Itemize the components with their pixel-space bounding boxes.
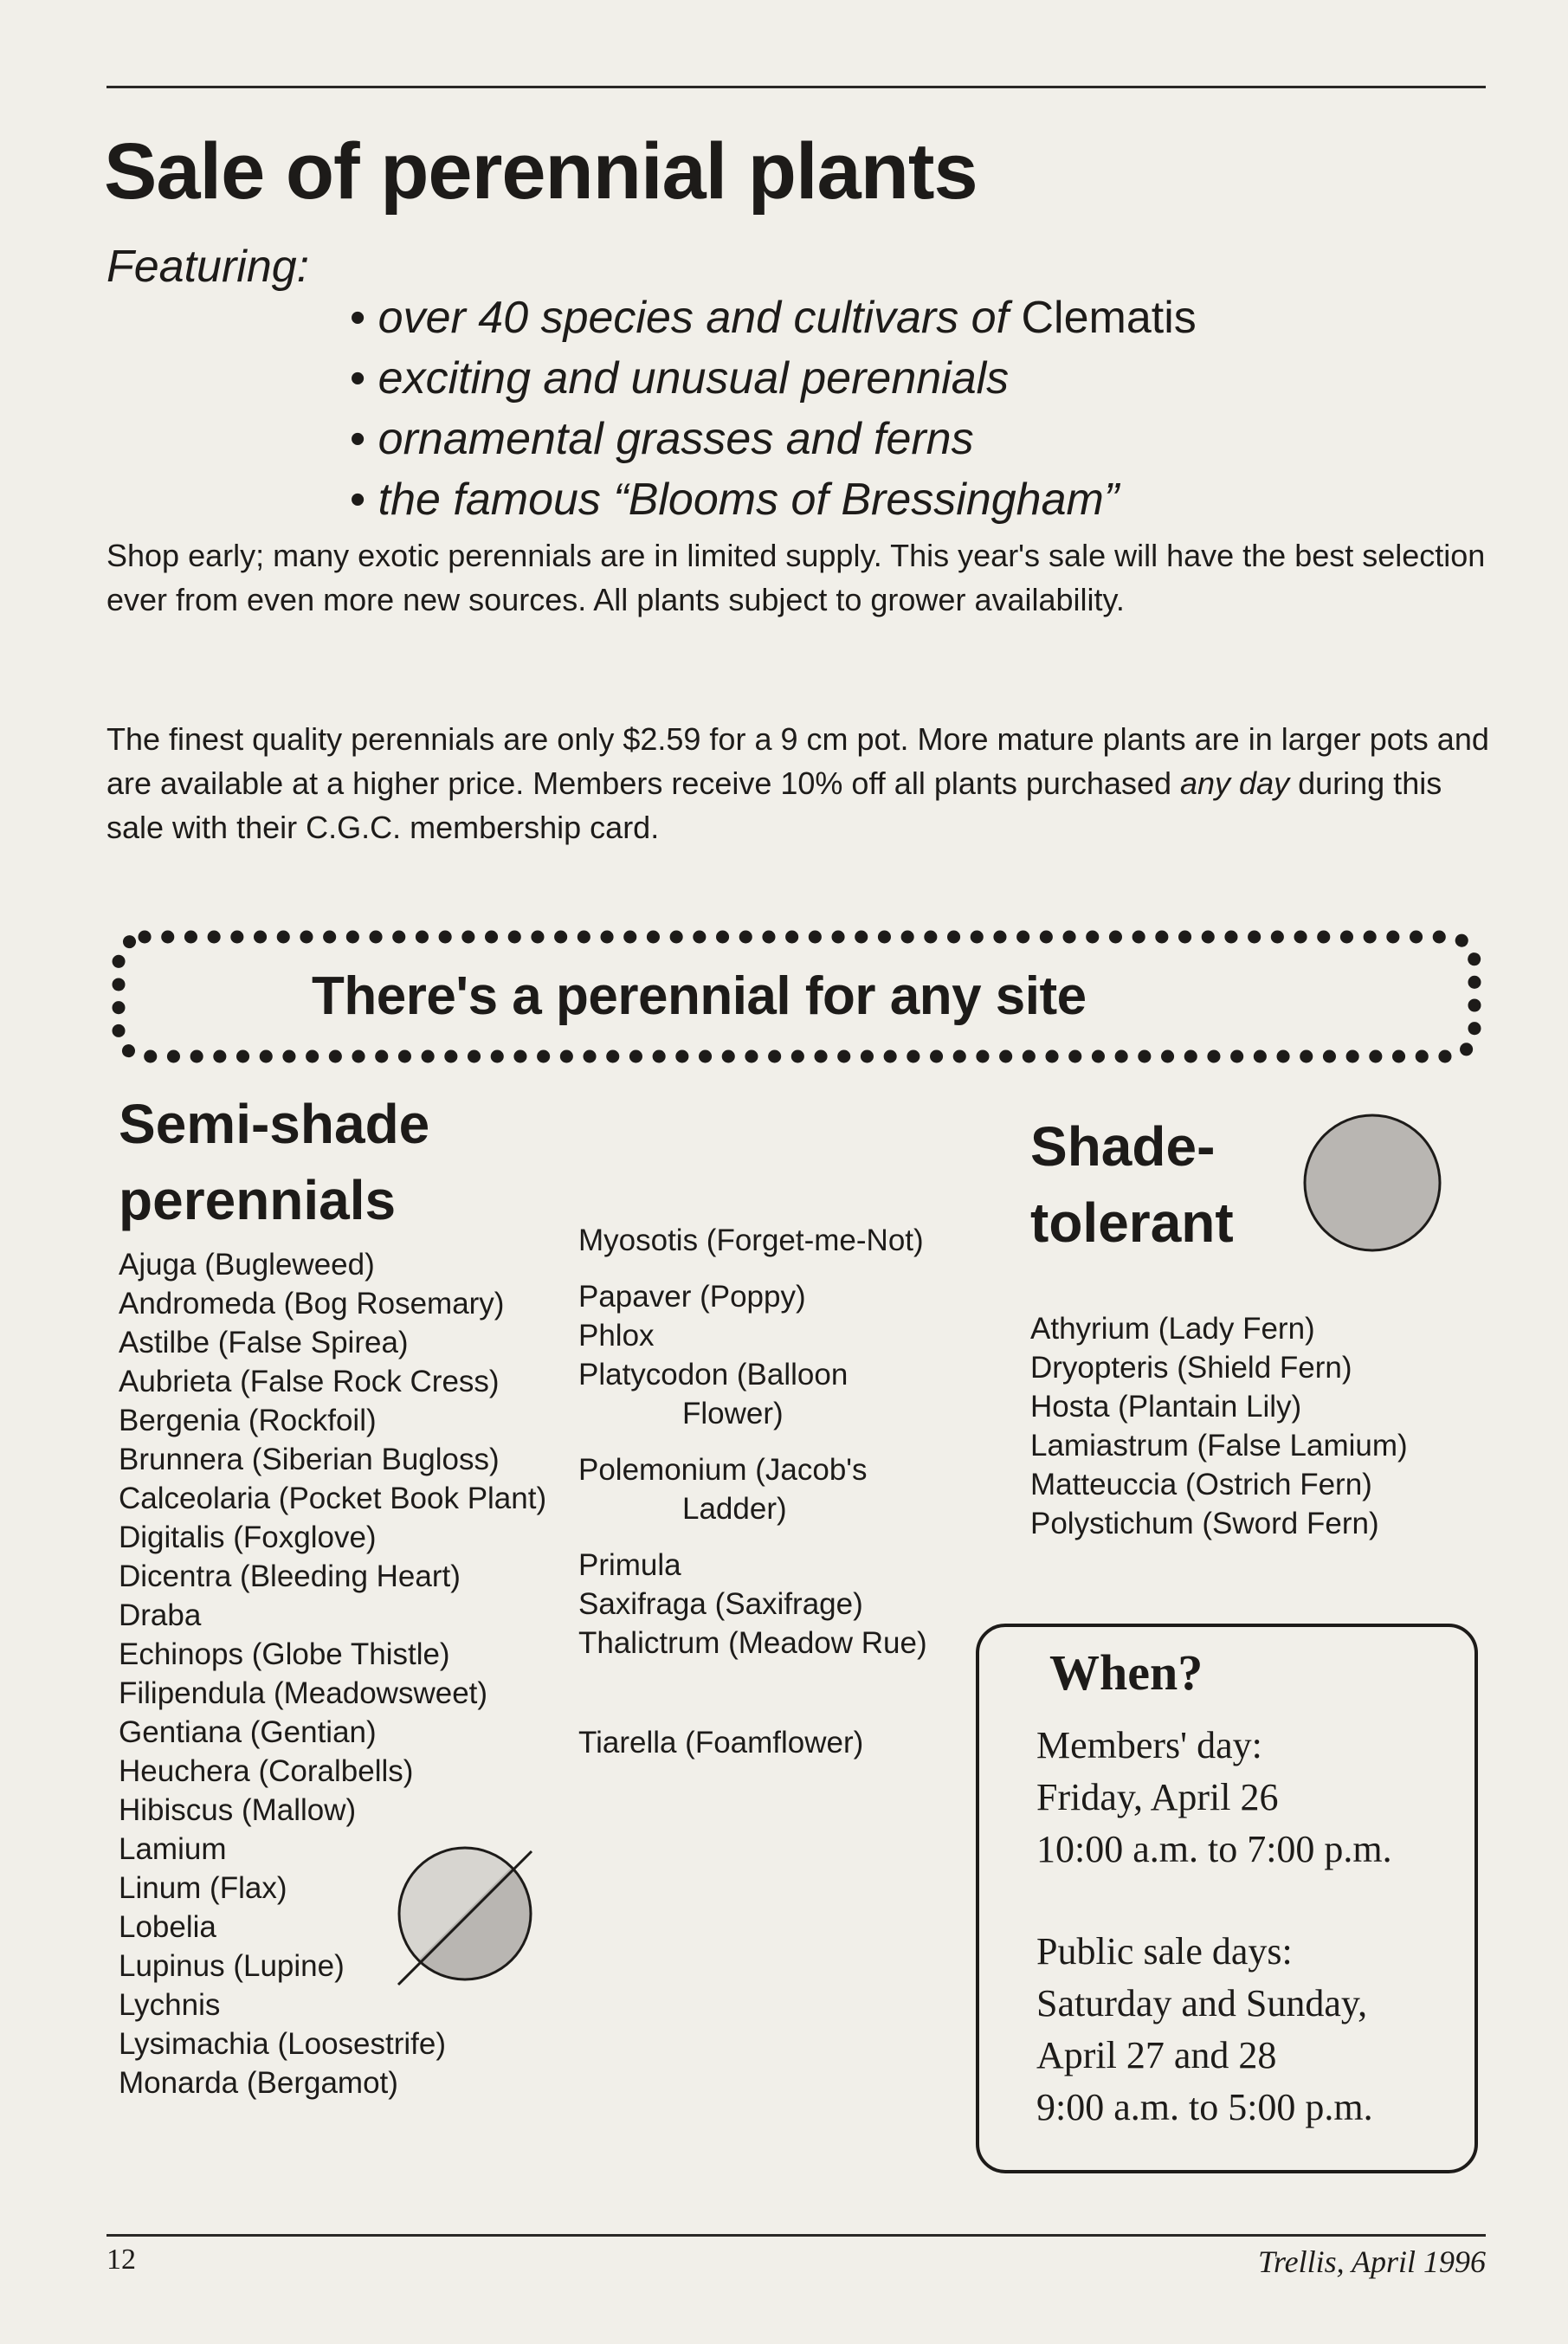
plant-item: Calceolaria (Pocket Book Plant) (119, 1482, 547, 1515)
plant-item: Athyrium (Lady Fern) (1030, 1312, 1315, 1346)
plant-item: Aubrieta (False Rock Cress) (119, 1365, 500, 1398)
feature-text: the famous “Blooms of Bressingham” (377, 475, 1120, 525)
price-text-end: during this sale with their C.G.C. membership card. (106, 765, 1442, 845)
plant-item: Lysimachia (Loosestrife) (119, 2027, 447, 2061)
article-title: Sale of perennial plants (104, 127, 978, 216)
plant-item: Lamiastrum (False Lamium) (1030, 1429, 1408, 1463)
plant-item: Echinops (Globe Thistle) (119, 1637, 450, 1671)
bullet-icon: • (350, 353, 366, 404)
publication-credit: Trellis, April 1996 (1257, 2244, 1486, 2279)
feature-list (350, 287, 1197, 530)
plant-item: Polystichum (Sword Fern) (1030, 1507, 1379, 1540)
when-title: When? (1049, 1644, 1203, 1701)
plant-item: Saxifraga (Saxifrage) (578, 1587, 863, 1621)
top-rule (106, 86, 1486, 88)
plant-item: Ajuga (Bugleweed) (119, 1248, 375, 1282)
plant-item: Phlox (578, 1319, 655, 1353)
plant-item: Lobelia (119, 1910, 216, 1944)
page-number: 12 (106, 2244, 136, 2276)
feature-text: exciting and unusual perennials (377, 353, 1010, 404)
public-sale-time: 9:00 a.m. to 5:00 p.m. (1036, 2086, 1373, 2128)
plant-item: Platycodon (Balloon Flower) (578, 1358, 849, 1430)
feature-text: ornamental grasses and ferns (377, 414, 974, 464)
heading-line: tolerant (1030, 1191, 1234, 1254)
plant-item: Bergenia (Rockfoil) (119, 1404, 377, 1437)
feature-item (350, 469, 1197, 530)
banner-heading: There's a perennial for any site (312, 966, 1087, 1026)
plant-item: Lupinus (Lupine) (119, 1949, 345, 1983)
plant-item: Filipendula (Meadowsweet) (119, 1676, 488, 1710)
feature-text: over 40 species and cultivars of (377, 293, 1022, 343)
plant-item: Primula (578, 1548, 681, 1582)
plant-item: Hibiscus (Mallow) (119, 1793, 357, 1827)
members-day-date: Friday, April 26 (1036, 1776, 1279, 1818)
plant-item: Matteuccia (Ostrich Fern) (1030, 1468, 1372, 1501)
plant-item: Andromeda (Bog Rosemary) (119, 1287, 505, 1321)
plant-item: Hosta (Plantain Lily) (1030, 1390, 1302, 1424)
feature-item (350, 348, 1197, 409)
semi-shade-heading (119, 1086, 429, 1238)
price-paragraph (106, 717, 1492, 849)
featuring-label: Featuring: (106, 242, 310, 292)
plant-item: Monarda (Bergamot) (119, 2066, 398, 2100)
full-shade-icon (1300, 1111, 1444, 1255)
heading-line: Semi-shade (119, 1093, 430, 1155)
intro-paragraph: Shop early; many exotic perennials are in limited supply. This year's sale will have the best selection ever from even more new sources. All plants subject to grower availability. (106, 538, 1486, 617)
plant-item: Digitalis (Foxglove) (119, 1521, 377, 1554)
plant-item: Brunnera (Siberian Bugloss) (119, 1443, 500, 1476)
plant-item: Papaver (Poppy) (578, 1280, 806, 1314)
plant-item: Dryopteris (Shield Fern) (1030, 1351, 1352, 1385)
public-sale-days: Saturday and Sunday, (1036, 1982, 1368, 2024)
plant-item: Heuchera (Coralbells) (119, 1754, 414, 1788)
plant-item: Lamium (119, 1832, 227, 1866)
plant-item: Thalictrum (Meadow Rue) (578, 1626, 927, 1660)
plant-item: Gentiana (Gentian) (119, 1715, 377, 1749)
plant-item: Polemonium (Jacob's Ladder) (578, 1453, 868, 1526)
shade-tolerant-heading (1030, 1108, 1234, 1261)
plant-item: Lychnis (119, 1988, 221, 2022)
members-day-time: 10:00 a.m. to 7:00 p.m. (1036, 1828, 1392, 1870)
bullet-icon: • (350, 414, 366, 464)
plant-item: Linum (Flax) (119, 1871, 287, 1905)
half-shade-icon (391, 1844, 539, 1992)
shade-tolerant-list (1030, 1309, 1481, 1543)
public-sale-dates: April 27 and 28 (1036, 2034, 1277, 2076)
plant-item: Dicentra (Bleeding Heart) (119, 1559, 461, 1593)
price-text: The finest quality perennials are only $2.59 for a 9 cm pot. More mature plants are in larger pots and are available at a higher price. Members receive 10% off all plants purchased (106, 721, 1489, 801)
feature-item (350, 287, 1197, 348)
feature-item (350, 409, 1197, 469)
public-sale-label: Public sale days: (1036, 1930, 1293, 1973)
heading-line: Shade- (1030, 1115, 1216, 1178)
bullet-icon: • (350, 293, 366, 343)
plant-item: Tiarella (Foamflower) (578, 1726, 864, 1760)
plant-item: Draba (119, 1598, 202, 1632)
bottom-rule (106, 2234, 1486, 2237)
plant-item: Astilbe (False Spirea) (119, 1326, 409, 1359)
feature-genus: Clematis (1021, 293, 1197, 343)
semi-shade-list-continued (578, 1221, 942, 1762)
price-emphasis: any day (1180, 765, 1290, 801)
plant-item: Myosotis (Forget-me-Not) (578, 1224, 924, 1257)
members-day-label: Members' day: (1036, 1724, 1262, 1766)
heading-line: perennials (119, 1169, 397, 1231)
bullet-icon: • (350, 475, 366, 525)
